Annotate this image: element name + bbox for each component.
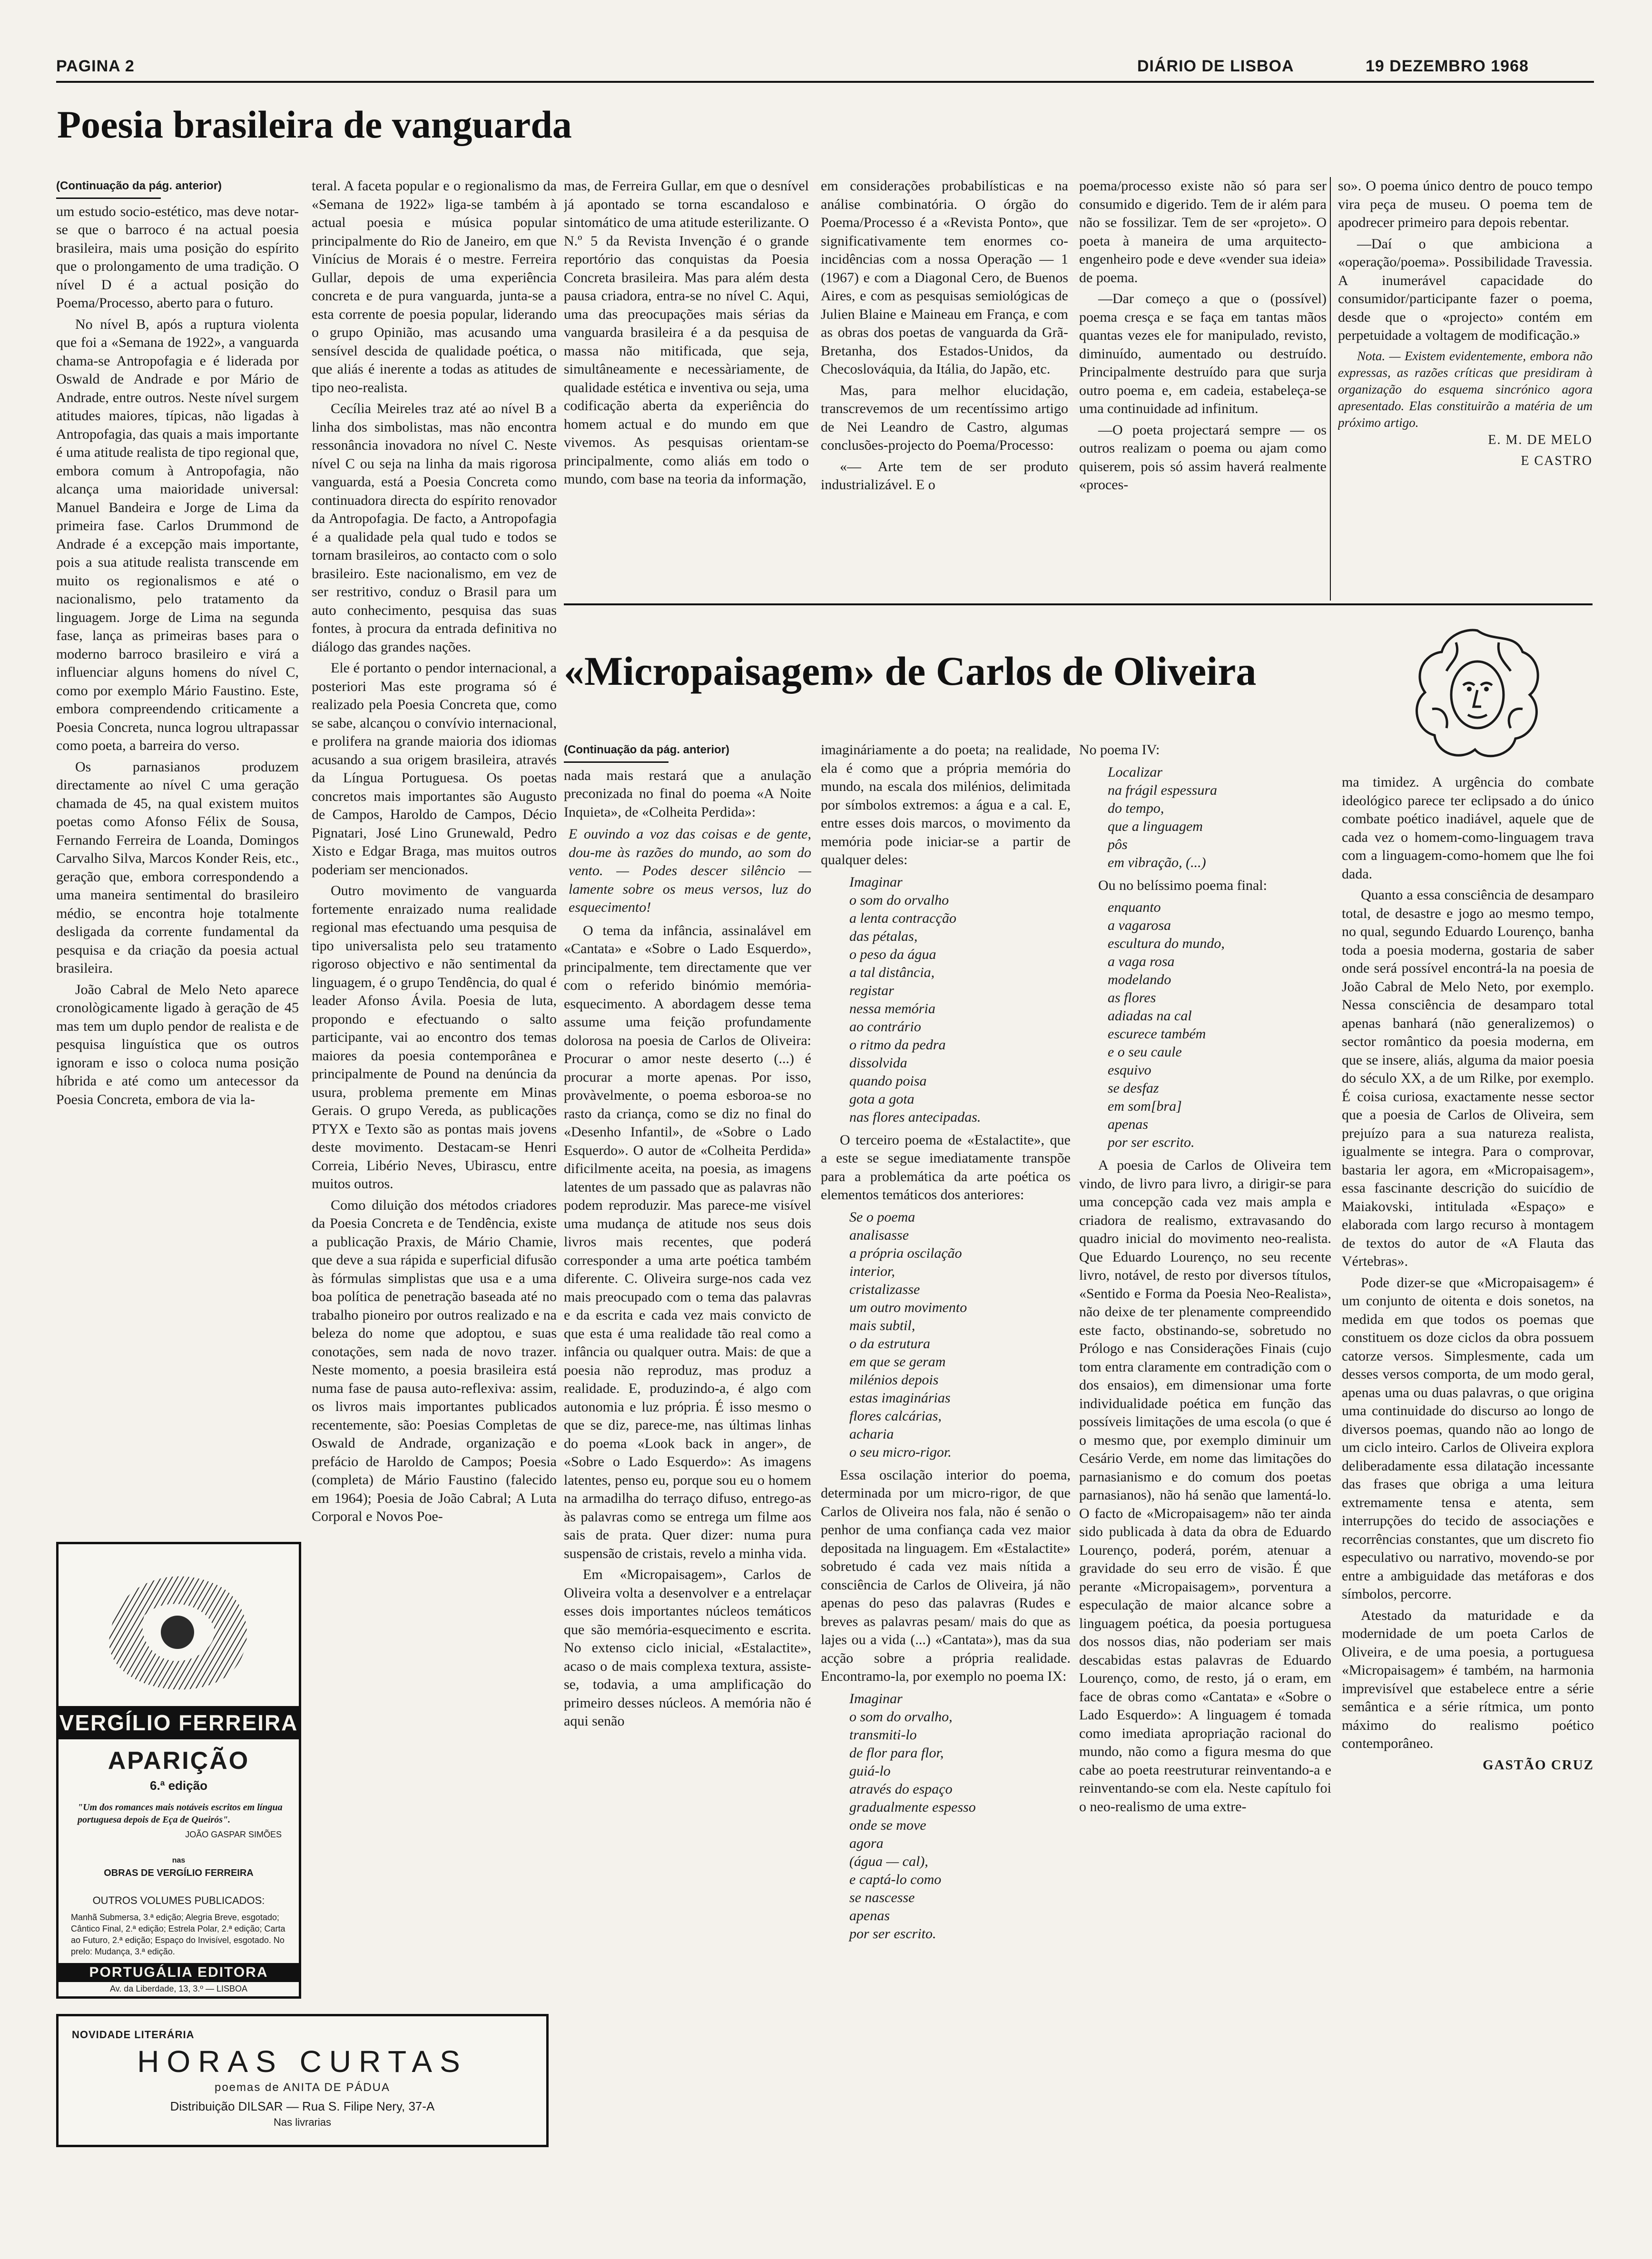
ad-works-heading: OBRAS DE VERGÍLIO FERREIRA [104,1868,254,1878]
article1-column-4 [821,177,1068,596]
ad-other-volumes: OUTROS VOLUMES PUBLICADOS: [92,1894,265,1906]
column-rule [1330,177,1331,601]
paragraph: —O poeta projectará sempre — os outros realizam o poema ou ajam como quiserem, pois só assim haverá realmente «proces- [1079,422,1327,493]
advertisement-horas-curtas [56,2014,549,2147]
book-cover-illustration-icon [92,1563,268,1697]
article1-headline: Poesia brasileira de vanguarda [57,103,572,146]
ad-title: HORAS CURTAS [137,2044,468,2079]
ad-connector: nas [172,1856,186,1864]
paragraph: No poema IV: [1079,742,1160,758]
decorative-flower-face-icon [1399,614,1556,771]
continuation-rule [564,761,669,763]
paragraph: um estudo socio-estético, mas deve notar-se que o barroco é na actual poesia brasileira, mais uma posição do espírito que o prolongamento de uma tradição. O nível D é a actual posição do Poema/Processo, aberto para o futuro. [56,203,299,311]
paragraph: Pode dizer-se que «Micropaisagem» é um conjunto de oitenta e dois sonetos, na medida em que todos os poemas que constituem os doze ciclos da obra possuem catorze versos. Simplesmente, cada um desses versos comporta, de um modo geral, apenas uma ou duas palavras, o que origina uma continuidade do discurso ao longo de diversos poemas, quando não ao longo de um ciclo inteiro. Carlos de Oliveira explora deliberadamente essa dilatação incessante das frases que obriga a uma leitura extremamente tensa e atenta, sem interrupções do tecido de associações e recorrências constantes, que um discreto fio especulativo ou narrativo, movendo-se por entre a ambiguidade das metáforas e dos símbolos, percorre. [1342,1274,1594,1602]
byline: GASTÃO CRUZ [1483,1757,1594,1773]
paragraph: Ele é portanto o pendor internacional, a posteriori Mas este programa só é realizado pela Poesia Concreta que, como se sabe, alcançou o convívio internacional, e prolifera na grande maioria dos idiomas acusando a sua origem brasileira, através da Língua Portuguesa. Os poetas concretos mais importantes são Augusto de Campos, Haroldo de Campos, Décio Pignatari, José Lino Grunewald, Pedro Xisto e Edgar Braga, mas muitos outros poderiam ser mencionados. [312,660,557,878]
poem-verse: Localizar na frágil espessura do tempo, que a linguagem pôs em vibração, (...) [1108,764,1218,870]
poem-verse: enquanto a vagarosa escultura do mundo, a vaga rosa modelando as flores adiadas na cal escurece também e o seu caule esquivo se desfaz em som[bra] apenas por ser escrito. [1108,899,1225,1150]
paragraph: Mas, para melhor elucidação, transcrevemos de um recentíssimo artigo de Nei Leandro de Castro, algumas conclusões-projecto do Poema/Processo: [821,382,1068,453]
poem-quote: E ouvindo a voz das coisas e de gente, dou-me às razões do mundo, ao som do vento. — Podes descer silêncio — lamente sobre os meus versos, luz do esquecimento! [569,826,811,915]
ad-distribution: Distribuição DILSAR — Rua S. Filipe Nery, 37-A [170,2099,435,2113]
article2-column-2 [821,741,1071,2259]
ad-shops: Nas livrarias [273,2116,332,2128]
ad-book-title: APARIÇÃO [108,1747,250,1775]
paragraph: A poesia de Carlos de Oliveira tem vindo, de livro para livro, a dirigir-se para uma concepção cada vez mais ampla e criadora de realismo, extravasando do quadro inicial do movimento neo-realista. Que Eduardo Lourenço, no seu recente livro, notável, de resto por diversos títulos, «Sentido e Forma da Poesia Neo-Realista», não deixe de ter plenamente compreendido este facto, obstinando-se, sobretudo no Prólogo e nas Considerações Finais (cujo tom entra claramente em contradição com o dos ensaios), em dimensionar uma forte individualidade poética em função das possíveis limitações de uma escola (o que é o mesmo que, por exemplo diminuir um Cesário Verde, em nome das limitações do parnasianismo e do comum dos poetas parnasianos), não há senão que lamentá-lo. O facto de «Micropaisagem» não ter ainda sido publicada à data da obra de Eduardo Lourenço, poderá, porém, atenuar a gravidade do seu erro de visão. É que perante «Micropaisagem», porventura a especulação de maior alcance sobre a linguagem poética, da poesia portuguesa dos nossos dias, não poderiam ser mais descabidas estas palavras de Eduardo Lourenço, como, de resto, já o eram, em face de obras como «Cantata» e «Sobre o Lado Esquerdo»: A linguagem é tomada como imediata apropriação racional do mundo, não como a figura mesma do que cabe ao poeta reestruturar reinventando-a e reinventando-se com ela. Neste capítulo foi o neo-realismo de uma extre- [1079,1157,1331,1815]
ad-quote: "Um dos romances mais notáveis escritos em língua portuguesa depois de Eça de Queirós". [78,1802,283,1825]
paragraph: nada mais restará que a anulação preconizada no final do poema «A Noite Inquieta», de «Colheita Perdida»: [564,767,811,820]
ad-publisher: PORTUGÁLIA EDITORA [59,1963,299,1982]
masthead-rule [56,81,1594,83]
paragraph: —Daí o que ambiciona a «operação/poema». Possibilidade Travessia. A inumerável capacidade do consumidor/participante fazer o poema, desde que o «projecto» contém em perpetuidade a voltagem de modificação.» [1338,236,1593,343]
ad-quote-author: JOÃO GASPAR SIMÕES [185,1830,282,1839]
paragraph: so». O poema único dentro de pouco tempo vira peça de museu. O poema tem de apodrecer primeiro para depois rebentar. [1338,178,1593,230]
article2-column-3 [1079,741,1331,2259]
paragraph: Atestado da maturidade e da modernidade de um poeta Carlos de Oliveira, e de uma poesia, a portuguesa «Micropaisagem» é também, na harmonia imprevisível que estabelece entre a série semântica e a série rítmica, um ponto máximo do realismo poético contemporâneo. [1342,1607,1594,1751]
author-note: Nota. — Existem evidentemente, embora não expressas, as razões críticas que presidiram à organização do esquema sincrónico agora apresentado. Elas constituirão a matéria de um próximo artigo. [1338,348,1593,430]
paragraph: Quanto a essa consciência de desamparo total, de desastre e jogo ao mesmo tempo, no qual, segundo Eduardo Lourenço, banha toda a poesia moderna, gostaria de saber onde será possível encontrá-la na poesia de João Cabral de Melo Neto, por exemplo. Nessa consciência de desamparo total apenas banhará (não generalizemos) o sector romântico da poesia moderna, em que se insere, aliás, alguma da maior poesia do século XX, a de um Rilke, por exemplo. É coisa curiosa, exactamente nesse sector que a poesia de Carlos de Oliveira, sem prejuízo para a sua natureza realista, igualmente se integra. Para o comprovar, bastaria ler agora, em «Micropaisagem», essa fascinante descrição do suicídio de Maiakovski, intitulada «Espaço» e elaborada com largo recurso à montagem de textos do autor de «A Flauta das Vértebras». [1342,887,1594,1269]
ad-volume-list: Manhã Submersa, 3.ª edição; Alegria Breve, esgotado; Cântico Final, 2.ª edição; Estrela Polar, 2.ª edição; Carta ao Futuro, 2.ª edição; Espaço do Invisível, esgotado. No prelo: Mudança, 3.ª edição. [71,1913,285,1956]
paragraph: poema/processo existe não só para ser consumido e digerido. Tem de ir além para não se fossilizar. Tem de ser «projeto». O poeta à maneira de uma arquitecto-engenheiro pode e deve «vender sua ideia» de poema. [1079,178,1327,286]
paragraph: Os parnasianos produzem directamente ao nível C uma geração chamada de 45, na qual existem muitos poetas como Afonso Félix de Sousa, Fernando Ferreira de Loanda, Domingos Carvalho Silva, Marcos Konder Reis, etc., geração que, embora correspondendo a uma maneira sentimental do brasileiro médio, se encontra hoje totalmente desligada da corrente fundamental da pesquisa e da criação da poesia actual brasileira. [56,759,299,976]
poem-verse: Imaginar o som do orvalho a lenta contracção das pétalas, o peso da água a tal distância, registar nessa memória ao contrário o ritmo da pedra dissolvida quando poisa gota a gota nas flores antecipadas. [849,874,981,1125]
poem-verse: Imaginar o som do orvalho, transmiti-lo de flor para flor, guiá-lo através do espaço gradualmente espesso onde se move agora (água — cal), e captá-lo como se nascesse apenas por ser escrito. [849,1690,976,1942]
paragraph: O tema da infância, assinalável em «Cantata» e «Sobre o Lado Esquerdo», principalmente, tem directamente que ver com o referido binómio memória-esquecimento. A abordagem desse tema assume uma feição profundamente dolorosa na poesia de Carlos de Oliveira: Procurar o amor neste deserto (...) é procurar a morte apenas. Por isso, provàvelmente, o poema esboroa-se no rasto da criança, como se diz no final do «Desenho Infantil», de «Sobre o Lado Esquerdo». O autor de «Colheita Perdida» dificilmente aceita, na poesia, as imagens latentes de um passado que as palavras não podem reproduzir. Mas parece-me visível uma mudança de atitude nos seus dois livros mais recentes, que poderá corresponder a uma arte poética também diferente. C. Oliveira surge-nos cada vez mais preocupado com o tema das palavras e da escrita e cada vez mais convicto de que esta é uma realidade tão real como a infância ou qualquer outra. Mais: de que a poesia não reproduz, mas produz a realidade. E, produzindo-a, é algo com autonomia e luz própria. É isso mesmo o que se diz, parece-me, nas últimas linhas do poema «Look back in anger», de «Sobre o Lado Esquerdo»: As imagens latentes, penso eu, porque sou eu o homem na armadilha do terraço difuso, entrego-as às palavras como se entrega um filme aos sais de prata. Quer dizer: numa pura suspensão de cristais, revelo a minha vida. [564,922,811,1561]
byline-line-1: E. M. DE MELO [1488,432,1593,447]
issue-date: 19 DEZEMBRO 1968 [1366,57,1529,75]
poem-verse: Se o poema analisasse a própria oscilação interior, cristalizasse um outro movimento mais subtil, o da estrutura em que se geram milénios depois estas imaginárias flores calcárias, acharia o seu micro-rigor. [849,1209,967,1460]
newspaper-name: DIÁRIO DE LISBOA [1137,57,1294,75]
paragraph: «— Arte tem de ser produto industrializável. E o [821,458,1068,493]
article2-column-1 [564,741,811,2259]
article1-continuation: (Continuação da pág. anterior) [56,179,222,192]
paragraph: Ou no belíssimo poema final: [1098,877,1267,893]
ad-subtitle: poemas de ANITA DE PÁDUA [214,2081,391,2094]
paragraph: mas, de Ferreira Gullar, em que o desnível já apontado se torna escandaloso e sintomático de uma atitude esterilizante. O N.º 5 da Revista Invenção é o grande reportório das conquistas da Poesia Concreta brasileira. Mas para além desta pausa criadora, entra-se no nível C. Aqui, uma das preocupações mais sérias da vanguarda brasileira é a da pesquisa de massa não mitificada, que seja, simultâneamente e necessàriamente, de qualidade estética e inventiva ou seja, uma codificação aberta da experiência do homem actual e do mundo em que vivemos. As pesquisas orientam-se principalmente, como aliás em todo o mundo, com base na teoria da informação, [564,178,809,487]
ad-edition: 6.ª edição [150,1778,207,1793]
paragraph: Em «Micropaisagem», Carlos de Oliveira volta a desenvolver e a entrelaçar esses dois importantes núcleos temáticos que são memória-esquecimento e escrita. No extenso ciclo inicial, «Estalactite», acaso o de mais complexa textura, assiste-se, todavia, a uma amplificação do primeiro desses núcleos. A memória não é aqui senão [564,1567,811,1729]
paragraph: teral. A faceta popular e o regionalismo da «Semana de 1922» liga-se também à actual poesia e música popular principalmente do Rio de Janeiro, em que Vinícius de Morais é o mestre. Ferreira Gullar, depois de uma experiência concreta e de pura vanguarda, junta-se a esta corrente de poesia popular, liderando o grupo Opinião, mas acusando uma sensível descida de qualidade poética, o que aliás é inerente a todas as atitudes de tipo neo-realista. [312,178,557,395]
advertisement-vergilio-ferreira [56,1542,301,1999]
article1-column-6 [1338,177,1593,601]
article2-column-4 [1342,773,1594,2258]
article1-column-2 [312,177,557,2152]
ad-address: Av. da Liberdade, 13, 3.º — LISBOA [109,1984,248,1993]
article1-column-5 [1079,177,1327,596]
article2-headline: «Micropaisagem» de Carlos de Oliveira [564,648,1257,694]
byline-line-2: E CASTRO [1521,454,1593,468]
ad-kicker: NOVIDADE LITERÁRIA [72,2029,195,2041]
ad-author-name: VERGÍLIO FERREIRA [59,1706,299,1739]
paragraph: imagináriamente a do poeta; na realidade, ela é como que a própria memória do mundo, na escala dos milénios, delimitada por símbolos extremos: a água e a cal. E, entre esses dois marcos, o movimento da memória pode iniciar-se a partir de qualquer deles: [821,742,1071,868]
paragraph: ma timidez. A urgência do combate ideológico parece ter eclipsado a do único combate poético inadiável, aquele que de cada vez o homem-como-linguagem trava com a linguagem-como-homem que lhe foi dada. [1342,774,1594,882]
article2-continuation: (Continuação da pág. anterior) [564,743,730,756]
paragraph: O terceiro poema de «Estalactite», que a este se segue imediatamente transpõe para a problemática da arte poética os elementos temáticos dos anteriores: [821,1132,1071,1203]
paragraph: No nível B, após a ruptura violenta que foi a «Semana de 1922», a vanguarda chama-se Antropofagia e é liderada por Oswald de Andrade e por Mário de Andrade, entre outros. Neste nível surgem atitudes maiores, típicas, não ligadas à Antropofagia, das quais a mais importante é uma atitude realista de tipo regional que, embora comum à Antropofagia, não alcança uma maioridade universal: Manuel Bandeira e Jorge de Lima da primeira fase. Carlos Drummond de Andrade é a excepção mais importante, pois a sua atitude realista transcende em muito os regionalismos e até o nacionalismo, pelo tratamento da linguagem. Jorge de Lima na segunda fase, lança as primeiras bases para o moderno barroco brasileiro e virá a influenciar alguns homens do nível C, como por exemplo Mário Faustino. Este, embora compreendendo criticamente a Poesia Concreta, nunca logrou ultrapassar como poeta, a barreira do verso. [56,316,299,753]
paragraph: João Cabral de Melo Neto aparece cronològicamente ligado à geração de 45 mas tem um duplo pendor de realista e de pesquisa linguística que os outros ignoram e isso o coloca numa posição híbrida e até como um antecessor da Poesia Concreta, embora de via la- [56,981,299,1107]
paragraph: Outro movimento de vanguarda fortemente enraizado numa realidade regional mas efectuando uma pesquisa de tipo universalista pelo seu tratamento rigoroso objectivo e não sentimental da linguagem, é o grupo Tendência, do qual é leader Afonso Ávila. Poesia de luta, propondo e efectuando o salto participante, vai ao encontro dos temas maiores da poesia contemporânea e principalmente de Pound na denúncia da usura, problema premente em Minas Gerais. O grupo Vereda, as publicações PTYX e Texto são as pontas mais jovens deste movimento. Destacam-se Henri Correia, Libério Neves, Ubirascu, entre muitos outros. [312,883,557,1192]
article1-column-1 [56,177,299,1509]
paragraph: Cecília Meireles traz até ao nível B a linha dos simbolistas, mas não encontra ressonância inovadora no nível C. Neste nível C ou seja na linha da mais rigorosa vanguarda, está a Poesia Concreta como continuadora directa do espírito renovador da Antropofagia. De facto, a Antropofagia é a qualidade pela qual tudo e todos se tornam brasileiros, ao contacto com o solo brasileiro. Este nacionalismo, em vez de ser restritivo, conduz o Brasil para um auto conhecimento, pesquisa das suas fontes, à procura da entrada definitiva no diálogo das grandes nações. [312,401,557,655]
continuation-rule [56,197,161,199]
paragraph: Como diluição dos métodos criadores da Poesia Concreta e de Tendência, existe a publicação Praxis, de Mário Chamie, que deve a sua rápida e superficial difusão às fórmulas simplistas que usa e a uma boa política de penetração baseada até no trabalho pioneiro por outros realizado e na beleza do nome que adoptou, e suas conotações, sem nada de novo trazer. Neste momento, a poesia brasileira está numa fase de pausa auto-reflexiva: assim, os livros mais importantes publicados recentemente, são: Poesias Completas de Oswald de Andrade, organização e prefácio de Haroldo de Campos; Poesia (completa) de Mário Faustino (falecido em 1964); Poesia de João Cabral; A Luta Corporal e Novos Poe- [312,1197,557,1524]
article1-column-3 [564,177,809,596]
page-number: PAGINA 2 [56,57,135,75]
paragraph: Essa oscilação interior do poema, determinada por um micro-rigor, de que Carlos de Oliveira nos fala, não é senão o penhor de uma confiança cada vez maior depositada na linguagem. Em «Estalactite» sobretudo é cada vez mais nítida a consciência de Carlos de Oliveira, já não apenas do peso das palavras (Rudes e breves as palavras pesam/ mais do que as lajes ou a vida (...) «Cantata»), mas da sua acção sobre a própria realidade. Encontramo-la, por exemplo no poema IX: [821,1467,1071,1684]
section-rule [564,603,1593,605]
paragraph: em considerações probabilísticas e na análise combinatória. O órgão do Poema/Processo é a «Revista Ponto», que significativamente tem enormes co-incidências com a nossa Operação — 1 (1967) e com a Diagonal Cero, de Buenos Aires, e com as pesquisas semiológicas de Julien Blaine e Maineau em França, e com as obras dos poetas de vanguarda da Grã-Bretanha, dos Estados-Unidos, da Checoslováquia, da Itália, do Japão, etc. [821,178,1068,377]
paragraph: —Dar começo a que o (possível) poema cresça e se faça em tantas mãos quantas vezes ele for manipulado, revisto, diminuído, aumentado ou destruído. Principalmente destruído para que surja outro poema e, em cadeia, estabeleça-se uma continuidade ad infinitum. [1079,291,1327,416]
